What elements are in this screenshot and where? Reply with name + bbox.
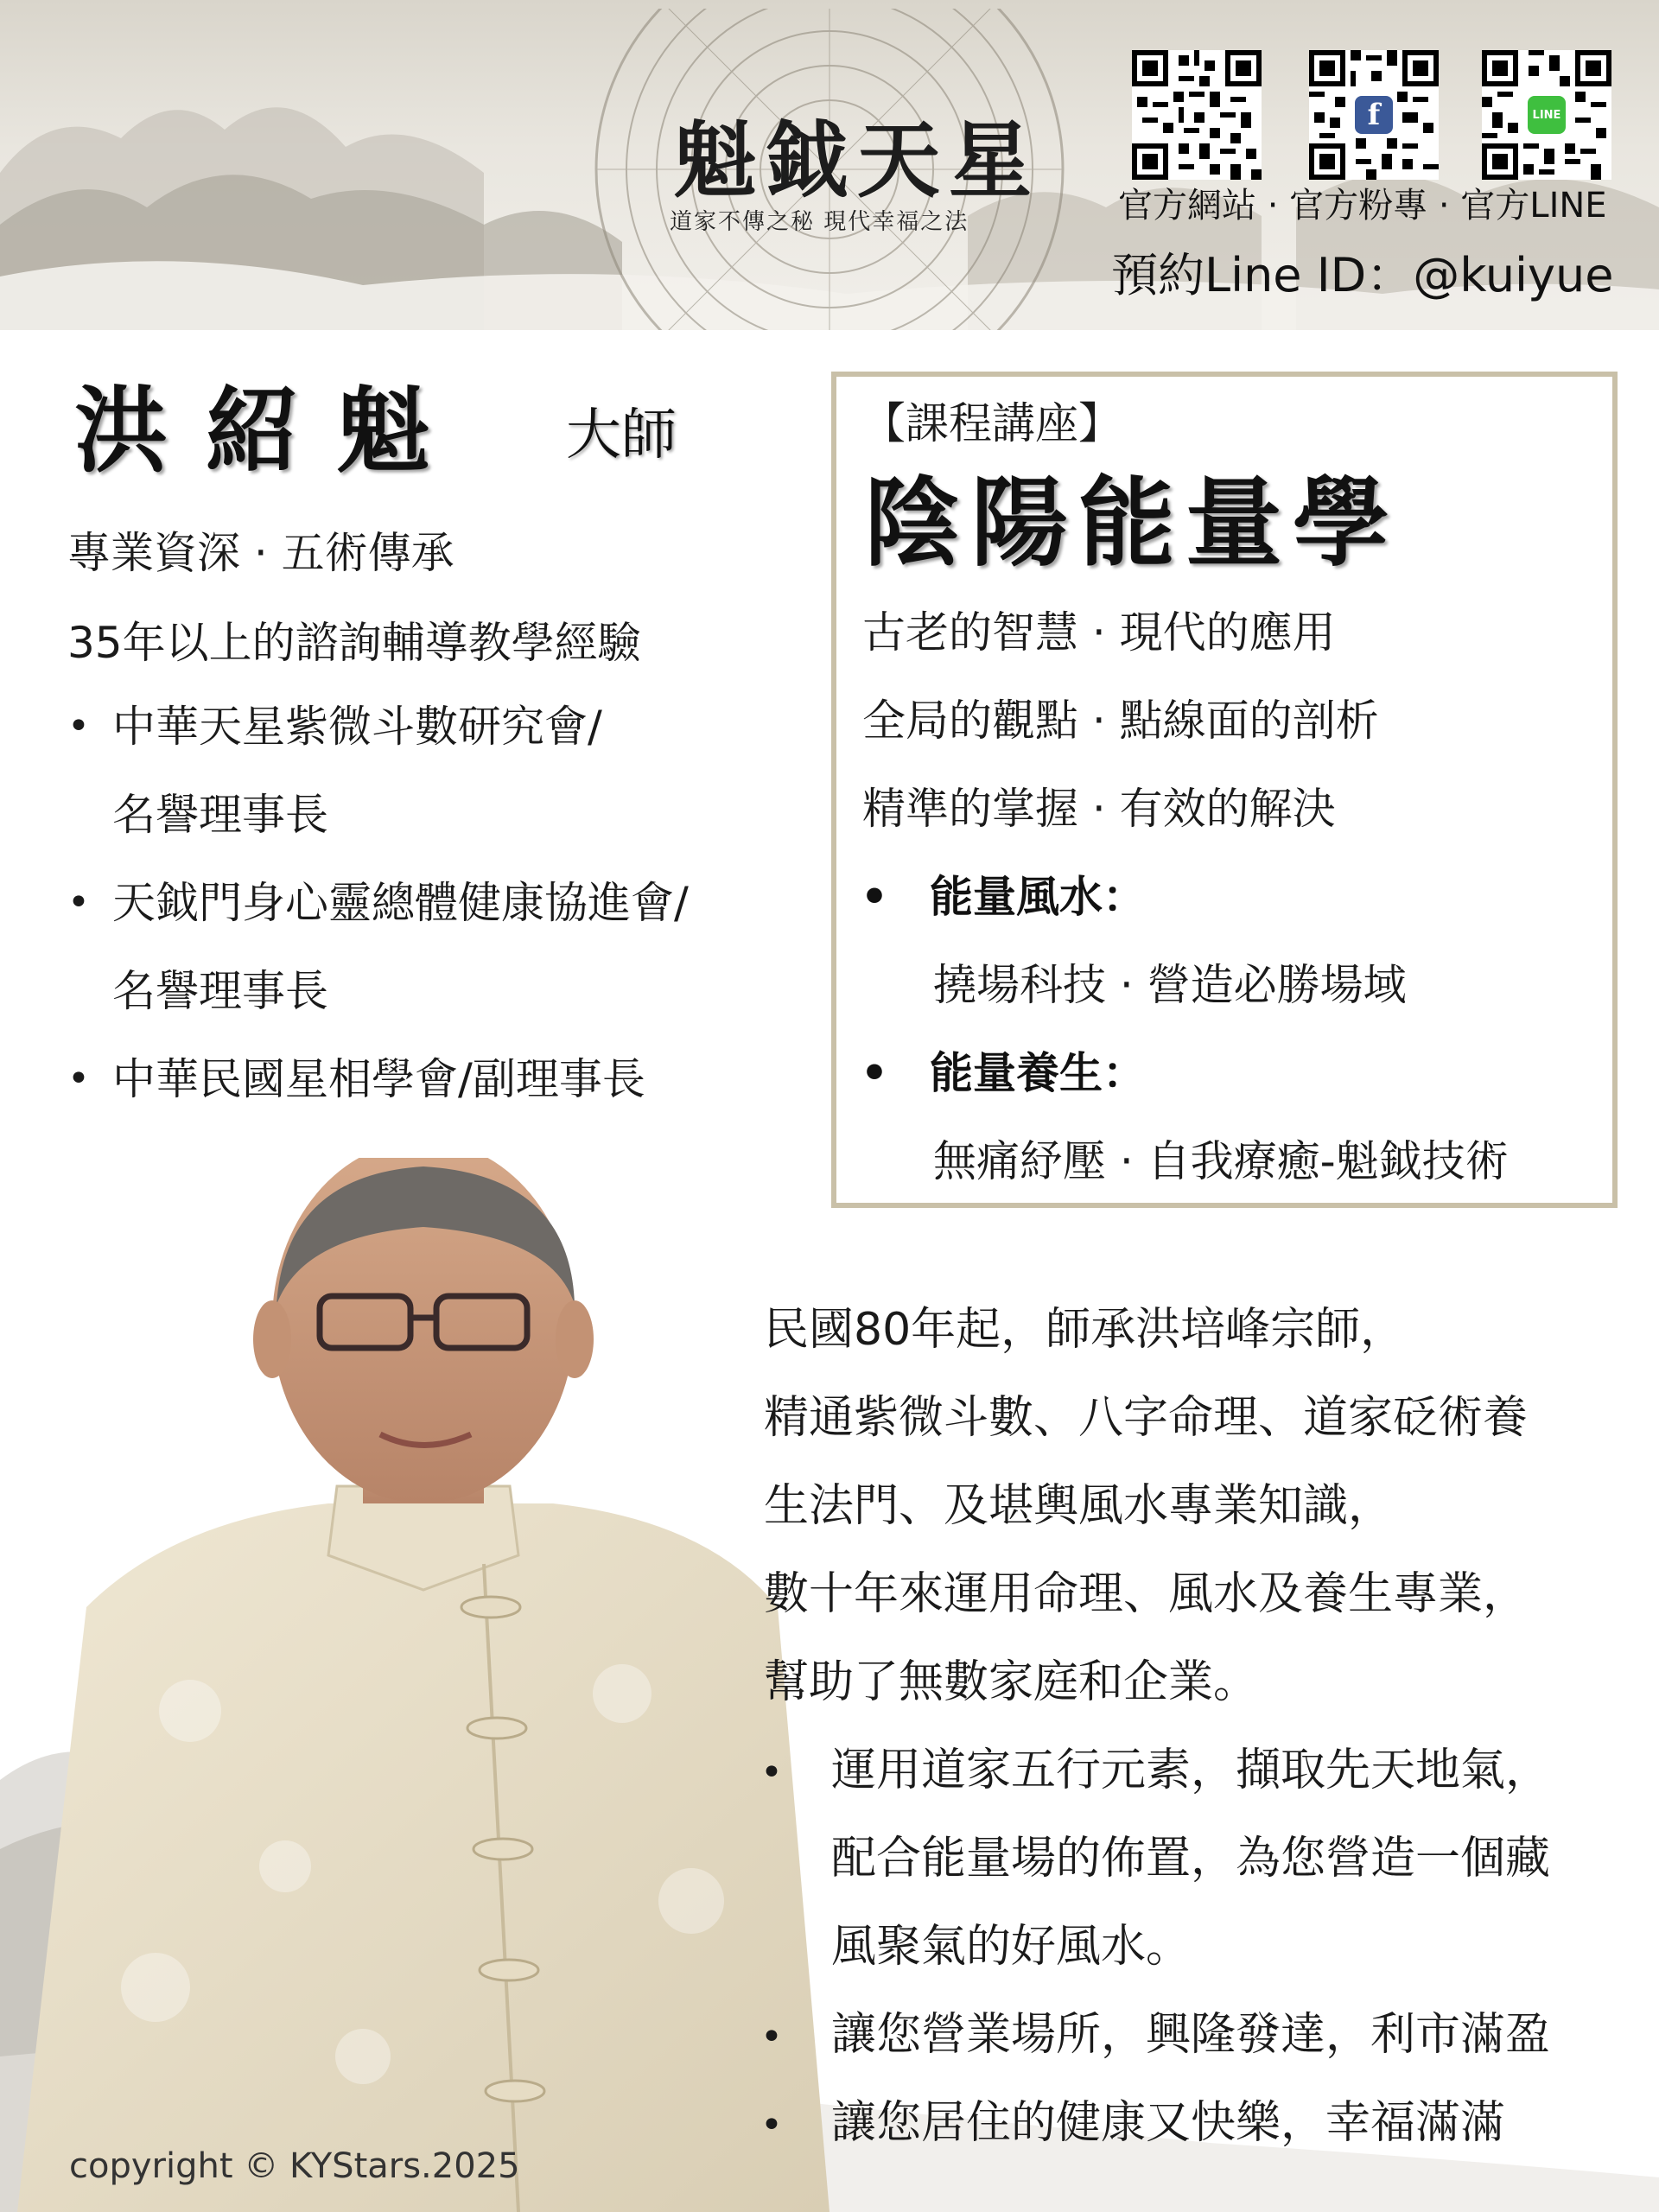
- copyright-notice: copyright © KYStars.2025: [69, 2146, 520, 2186]
- course-topic-heading-2: • 能量養生：: [861, 1048, 1146, 1098]
- course-topic-heading-1: • 能量風水：: [861, 872, 1146, 922]
- course-box: [831, 372, 1618, 1208]
- qr-website-icon: [1132, 50, 1262, 180]
- course-line-3: 精準的掌握 · 有效的解決: [862, 784, 1336, 834]
- intro-line-2: 35年以上的諮詢輔導教學經驗: [67, 618, 641, 668]
- course-line-2: 全局的觀點 · 點線面的剖析: [862, 696, 1379, 746]
- course-topic-detail-2: 無痛紓壓 · 自我療癒-魁鉞技術: [933, 1136, 1509, 1186]
- bio-line-2: 精通紫微斗數、八字命理、道家砭術養: [764, 1392, 1529, 1444]
- bio-bullet-1-cont-1: 配合能量場的佈置，為您營造一個藏: [831, 1833, 1551, 1885]
- qr-links-caption: 官方網站 · 官方粉專 · 官方LINE: [1118, 186, 1607, 226]
- line-icon: LINE: [1528, 96, 1566, 134]
- master-title: 大師: [566, 404, 677, 467]
- role-item: • 中華天星紫微斗數研究會/: [67, 683, 689, 771]
- role-item-cont: 名譽理事長: [112, 790, 328, 840]
- qr-code-line[interactable]: [1482, 50, 1611, 180]
- bio-bullet-1-cont-2: 風聚氣的好風水。: [831, 1921, 1192, 1973]
- master-name: 洪紹魁: [74, 377, 469, 486]
- line-id[interactable]: 預約Line ID：@kuiyue: [1111, 248, 1614, 302]
- role-item: • 中華民國星相學會/副理事長: [67, 1035, 689, 1123]
- qr-code-facebook[interactable]: [1309, 50, 1439, 180]
- bio-line-5: 幫助了無數家庭和企業。: [764, 1656, 1259, 1708]
- master-portrait: [0, 1158, 847, 2212]
- bio-line-3: 生法門、及堪輿風水專業知識，: [764, 1480, 1394, 1532]
- role-item: • 天鉞門身心靈總體健康協進會/: [67, 859, 689, 947]
- bio-bullet-1: • 運用道家五行元素，擷取先天地氣，: [760, 1745, 1551, 1796]
- course-line-1: 古老的智慧 · 現代的應用: [862, 607, 1336, 658]
- course-topic-detail-1: 撓場科技 · 營造必勝場域: [933, 960, 1407, 1010]
- facebook-icon: f: [1355, 96, 1393, 134]
- role-list: [67, 683, 689, 1123]
- qr-code-website[interactable]: [1132, 50, 1262, 180]
- bio-bullet-2: • 讓您營業場所，興隆發達，利市滿盈: [760, 2009, 1551, 2061]
- bio-line-1: 民國80年起，師承洪培峰宗師，: [764, 1304, 1406, 1356]
- logo-subtitle: 道家不傳之秘 現代幸福之法: [670, 209, 969, 235]
- course-tag: 【課程講座】: [862, 398, 1122, 448]
- header-banner: [0, 0, 1659, 330]
- bio-bullet-3: • 讓您居住的健康又快樂，幸福滿滿: [760, 2097, 1506, 2149]
- bio-line-4: 數十年來運用命理、風水及養生專業，: [764, 1568, 1529, 1620]
- logo-title: 魁鉞天星: [674, 111, 1040, 209]
- course-title: 陰陽能量學: [864, 467, 1400, 580]
- intro-line-1: 專業資深 · 五術傳承: [67, 528, 454, 578]
- role-item-cont: 名譽理事長: [112, 966, 328, 1016]
